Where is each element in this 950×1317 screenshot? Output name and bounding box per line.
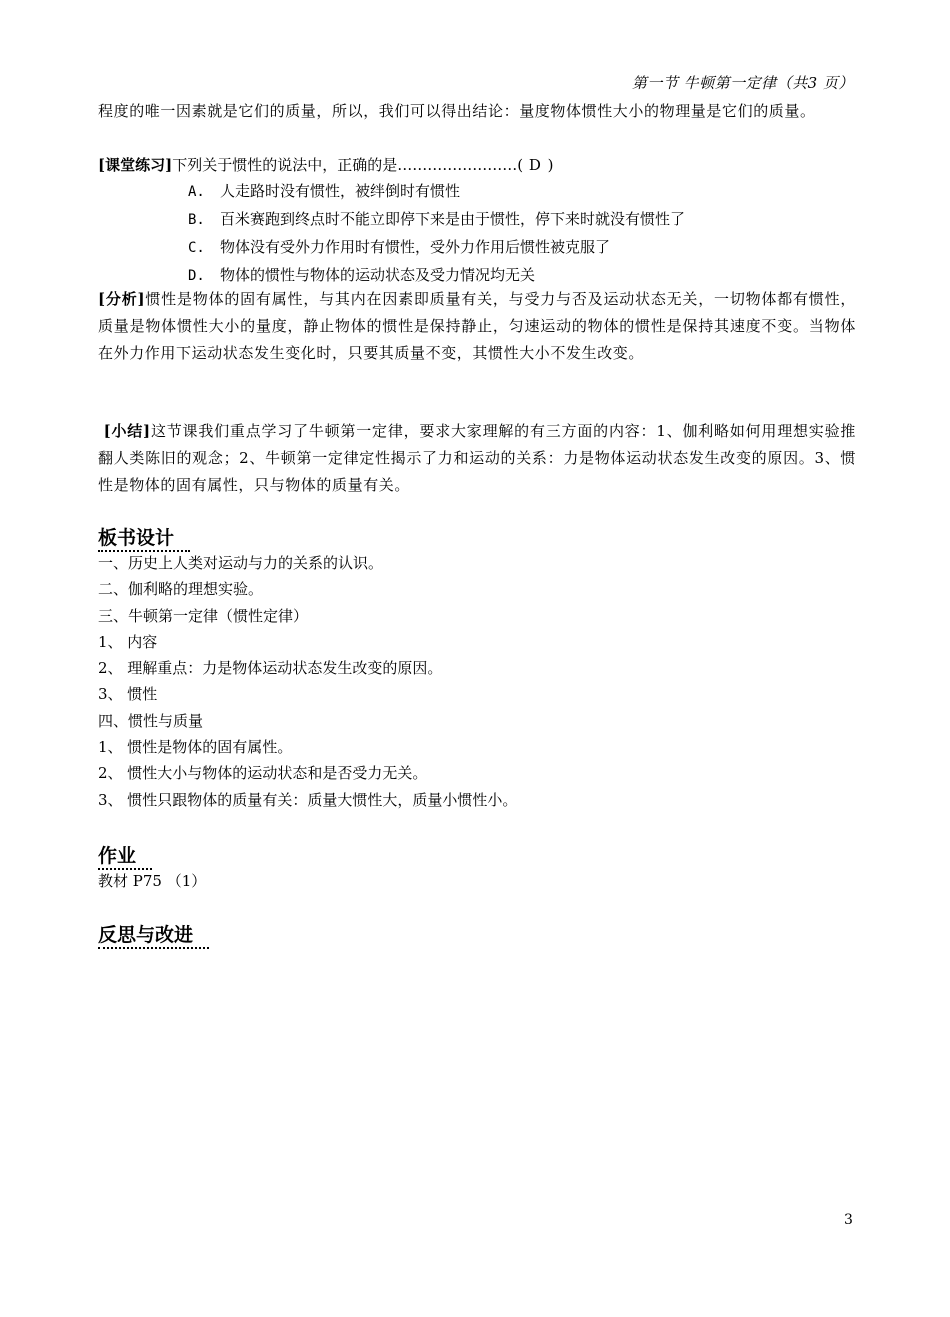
intro-paragraph: 程度的唯一因素就是它们的质量，所以，我们可以得出结论：量度物体惯性大小的物理量是它们的质量。 — [98, 102, 816, 120]
reflection-title: 反思与改进 — [98, 923, 209, 949]
board-design-title: 板书设计 — [98, 526, 190, 552]
option-letter: C. — [188, 240, 205, 256]
board-line: 三、牛顿第一定律（惯性定律） — [98, 606, 309, 625]
homework-text: 教材 P75 （1） — [98, 872, 207, 890]
option-text: 人走路时没有惯性，被绊倒时有惯性 — [220, 182, 461, 200]
homework-title: 作业 — [98, 844, 152, 870]
board-line: 四、惯性与质量 — [98, 711, 204, 730]
summary-paragraph — [98, 418, 856, 499]
option-text: 物体的惯性与物体的运动状态及受力情况均无关 — [220, 266, 536, 284]
board-line: 2、 理解重点：力是物体运动状态发生改变的原因。 — [98, 659, 443, 678]
classroom-exercise — [98, 152, 856, 179]
option-letter: D. — [188, 268, 205, 284]
option-c — [188, 234, 858, 262]
board-line: 3、 惯性只跟物体的质量有关：质量大惯性大，质量小惯性小。 — [98, 790, 518, 809]
board-line: 一、历史上人类对运动与力的关系的认识。 — [98, 554, 384, 572]
exercise-options — [188, 178, 858, 290]
option-b — [188, 206, 858, 234]
board-line: 3、 惯性 — [98, 685, 158, 704]
option-letter: B. — [188, 212, 205, 228]
board-design-list — [98, 550, 798, 813]
option-text: 百米赛跑到终点时不能立即停下来是由于惯性，停下来时就没有惯性了 — [220, 210, 686, 228]
analysis-text: 惯性是物体的固有属性，与其内在因素即质量有关，与受力与否及运动状态无关，一切物体都有惯性，质量是物体惯性大小的量度，静止物体的惯性是保持静止，匀速运动的物体的惯性是保持其速度不变。当物体在外力作用下运动状态发生变化时，只要其质量不变，其惯性大小不发生改变。 — [98, 290, 856, 362]
exercise-tag: [课堂练习] — [98, 156, 173, 174]
summary-tag: [小结] — [103, 422, 151, 440]
page-header: 第一节 牛顿第一定律（共3 页） — [631, 74, 854, 92]
summary-text: 这节课我们重点学习了牛顿第一定律，要求大家理解的有三方面的内容：1、伽利略如何用理想实验推翻人类陈旧的观念；2、牛顿第一定律定性揭示了力和运动的关系：力是物体运动状态发生改变的原因。3、惯性是物体的固有属性，只与物体的质量有关。 — [98, 422, 856, 494]
analysis-tag: [分析] — [98, 290, 146, 308]
page-number: 3 — [844, 1212, 853, 1228]
exercise-question: 下列关于惯性的说法中，正确的是……………………( — [172, 156, 524, 174]
board-line: 二、伽利略的理想实验。 — [98, 580, 264, 599]
board-line: 1、 内容 — [98, 632, 158, 651]
exercise-answer: D ) — [523, 156, 555, 174]
option-a — [188, 178, 858, 206]
option-text: 物体没有受外力作用时有惯性，受外力作用后惯性被克服了 — [220, 238, 611, 256]
option-letter: A. — [188, 184, 205, 200]
board-line: 2、 惯性大小与物体的运动状态和是否受力无关。 — [98, 764, 428, 783]
analysis-paragraph — [98, 286, 856, 367]
board-line: 1、 惯性是物体的固有属性。 — [98, 738, 293, 757]
